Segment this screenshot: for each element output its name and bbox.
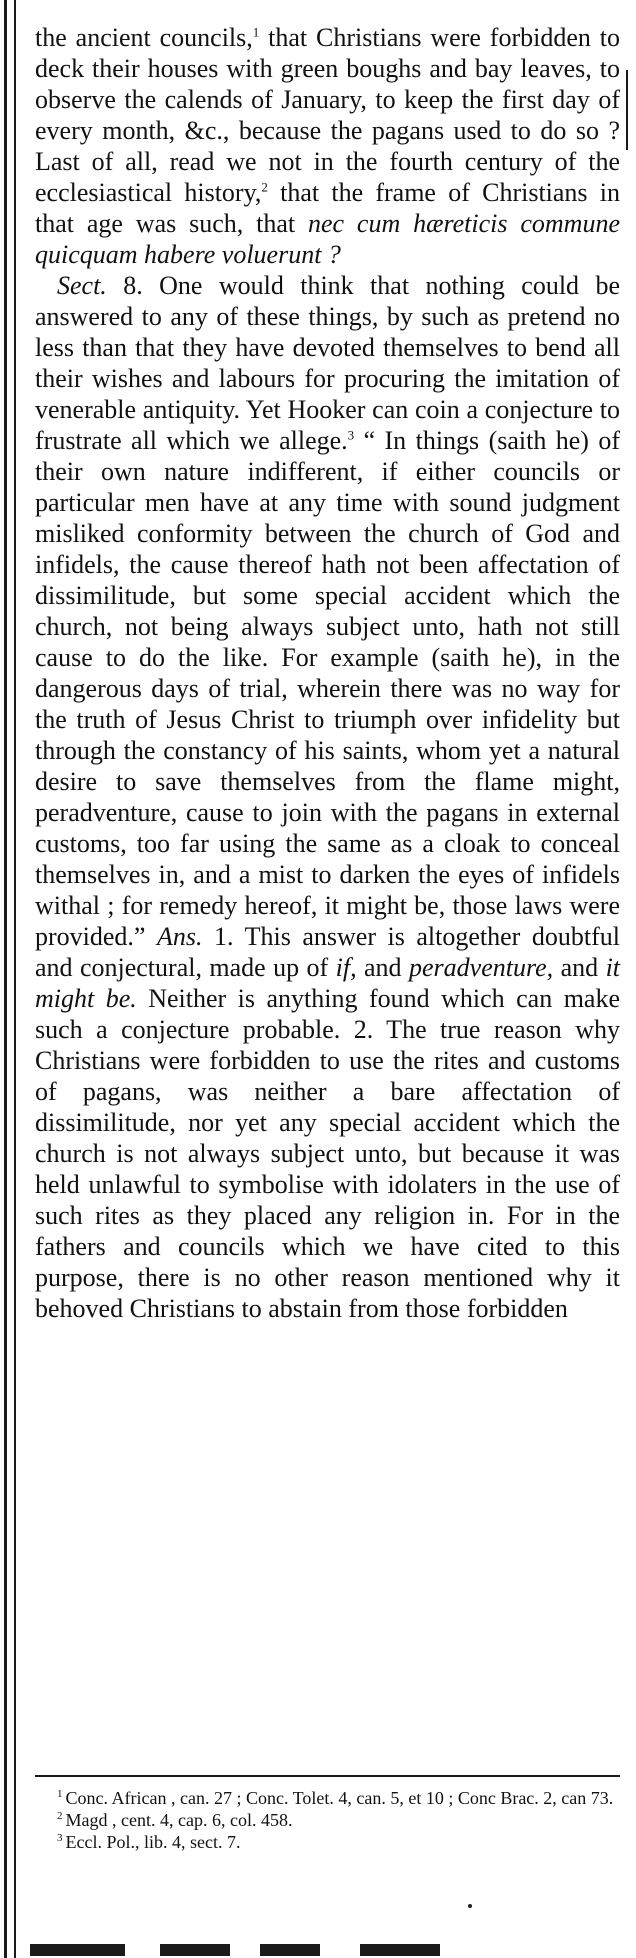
footnote-1 bbox=[35, 1787, 620, 1809]
stray-dot bbox=[468, 1904, 472, 1908]
bottom-bar bbox=[160, 1944, 230, 1956]
footnote-3-text: Eccl. Pol., lib. 4, sect. 7. bbox=[65, 1832, 241, 1852]
footnote-reference: 2 bbox=[261, 179, 268, 195]
body-text: 1. This answer is altogether doubtful and conjectural, made up of bbox=[35, 922, 620, 982]
footnote-2-text: Magd , cent. 4, cap. 6, col. 458. bbox=[65, 1810, 293, 1830]
left-border-rule bbox=[4, 0, 7, 1958]
italic-text: Ans. bbox=[157, 922, 203, 951]
italic-text: Sect. bbox=[57, 271, 107, 300]
footnote-divider bbox=[35, 1775, 620, 1777]
paragraph-1 bbox=[35, 22, 620, 270]
body-text: and bbox=[356, 953, 409, 982]
footnote-2-number: 2 bbox=[57, 1810, 63, 1822]
footnote-2 bbox=[35, 1809, 620, 1831]
body-text: that the frame of Christians in that age was such, that bbox=[35, 178, 620, 238]
footnotes bbox=[35, 1787, 620, 1853]
bottom-bar bbox=[360, 1944, 440, 1956]
footnote-reference: 1 bbox=[252, 24, 260, 40]
italic-text: nec cum hæreticis commune quicquam habere voluerunt ? bbox=[35, 209, 620, 269]
bottom-bars bbox=[30, 1944, 460, 1956]
page-body bbox=[35, 22, 620, 1324]
body-text: “ In things (saith he) of their own nature indifferent, if either councils or particular men have at any time with sound judgment misliked conformity between the church of God and infidels, the cause thereof hath not been affectation of dissimilitude, but some special accident which the church, not being always subject unto, hath not still cause to do the like. For example (saith he), in the dangerous days of trial, wherein there was no way for the truth of Jesus Christ to triumph over infidelity but through the constancy of his saints, whom yet a natural desire to save themselves from the flame might, peradventure, cause to join with the pagans in external customs, too far using the same as a cloak to conceal themselves in, and a mist to darken the eyes of infidels withal ; for remedy hereof, it might be, those laws were provided.” bbox=[35, 426, 621, 951]
footnote-1-text: Conc. African , can. 27 ; Conc. Tolet. 4, can. 5, et 10 ; Conc Brac. 2, can 73. bbox=[65, 1788, 614, 1808]
italic-text: if, bbox=[335, 953, 357, 982]
left-inner-rule bbox=[14, 0, 16, 1958]
body-text: the ancient councils, bbox=[35, 23, 253, 52]
body-text: Neither is anything found which can make such a conjecture probable. 2. The true reason why Christians were forbidden to use the rites and customs of pagans, was neither a bare affectation of dissimilitude, nor yet any special accident which the church is not always subject unto, but because it was held unlawful to symbolise with idolaters in the use of such rites as they placed any religion in. For in the fathers and councils which we have cited to this purpose, there is no other reason mentioned why it behoved Christians to abstain from those forbidden bbox=[35, 984, 620, 1323]
italic-text: it might be. bbox=[35, 953, 621, 1013]
body-text: 8. One would think that nothing could be answered to any of these things, by such as pretend no less than that they have devoted themselves to bend all their wishes and labours for procuring the imitation of venerable antiquity. Yet Hooker can coin a conjecture to frustrate all which we allege. bbox=[35, 271, 620, 455]
bottom-bar bbox=[260, 1944, 320, 1956]
footnote-3-number: 3 bbox=[57, 1832, 63, 1844]
footnote-reference: 3 bbox=[347, 427, 355, 443]
body-text: that Christians were forbidden to deck their houses with green boughs and bay leaves, to observe the calends of January, to keep the first day of every month, &c., because the pagans used to do so ? Last of all, read we not in the fourth century of the ecclesiastical history, bbox=[35, 23, 620, 207]
right-margin-mark bbox=[626, 70, 628, 150]
body-text: and bbox=[553, 953, 606, 982]
bottom-bar bbox=[30, 1944, 125, 1956]
italic-text: peradventure, bbox=[409, 953, 554, 982]
footnote-3 bbox=[35, 1831, 620, 1853]
paragraph-2 bbox=[35, 270, 620, 1324]
footnote-1-number: 1 bbox=[57, 1788, 63, 1800]
